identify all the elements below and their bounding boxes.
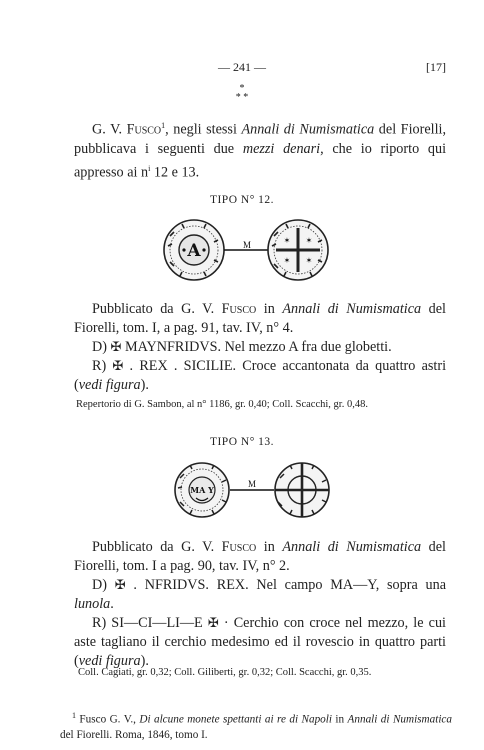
tipo-13-pub-2: in [256,539,283,555]
tipo-13-d-label: D) [92,577,115,593]
tipo-12-description [74,300,446,395]
intro-text-4: 12 e 13. [150,164,200,181]
tipo-13-pub-journal: Annali di Numismatica [282,539,422,555]
section-stars [0,84,484,102]
page-header [0,60,484,78]
tipo-12-pub-2: in [256,301,283,317]
tipo-13-pub-surname: Fusco [221,539,257,555]
coin-13-reverse-icon [275,463,329,517]
footnote [60,708,452,743]
coin-12-figure [160,218,332,282]
tipo-13-collections: Coll. Cagiati, gr. 0,32; Coll. Giliberti, gr. 0,32; Coll. Scacchi, gr. 0,35. [78,667,372,678]
footnote-text-2: in [331,713,348,726]
star-bottom: * * [235,92,249,103]
tipo-12-pub-1: Pubblicato da G. V. [92,301,222,317]
svg-text:A: A [187,241,201,261]
svg-text:MA Y: MA Y [190,485,214,495]
tipo-12-r-vedi: vedi figura [78,377,141,393]
star-top: * [239,83,245,94]
footnote-title: Di alcune monete spettanti ai re di Napoli [139,713,332,726]
intro-author-surname: Fusco [126,121,162,138]
coin-12-reverse-icon [268,220,328,280]
tipo-12-pub-surname: Fusco [221,301,257,317]
intro-text-3: , che io riporto qui appresso ai n [74,140,447,181]
svg-text:✶: ✶ [283,256,291,265]
tipo-13-obverse [74,576,446,614]
footnote-mark: 1 [72,711,76,720]
intro-mezzi: mezzi denari [242,140,321,157]
tipo-13-reverse [74,614,446,671]
svg-text:✶: ✶ [305,256,313,265]
tipo-13-r-vedi: vedi figura [78,653,141,669]
tipo-13-caption: TIPO N° 13. [209,436,275,448]
tipo-13-pub-1: Pubblicato da G. V. [92,539,222,555]
svg-text:✶: ✶ [283,236,291,245]
tipo-12-caption: TIPO N° 12. [209,194,275,206]
tipo-13-d-text: . NFRIDVS. REX. Nel campo MA—Y, sopra una [125,577,446,593]
intro-paragraph [74,116,446,182]
coin-13-link-label: M [247,479,257,489]
tipo-13-r-end: ). [140,653,149,669]
intro-author-initials: G. V. [92,121,127,138]
footnote-text-1: Fusco G. V., [76,713,140,726]
tipo-13-d-end: . [110,596,114,612]
tipo-12-d-label: D) [92,339,111,355]
tipo-12-obverse [74,338,446,357]
tipo-12-pub-journal: Annali di Numismatica [282,301,422,317]
intro-journal: Annali di Numismatica [241,121,375,138]
svg-text:✶: ✶ [305,236,313,245]
footnote-journal: Annali di Numismatica [347,713,452,726]
cross-icon: ✠ [112,359,124,374]
tipo-13-r-label: R) SI—CI—LI—E [92,615,208,631]
coin-12-link-label: M [242,240,252,250]
tipo-12-repertorio: Repertorio di G. Sambon, al n° 1186, gr. 0,40; Coll. Scacchi, gr. 0,48. [76,399,368,410]
tipo-12-pub-3: del Fiorelli, tom. I, a pag. 91, tav. IV, n° 4. [74,301,446,336]
coin-13-obverse-icon [175,463,229,517]
intro-text-1: , negli stessi [165,121,242,138]
tipo-13-r-text: · Cerchio con croce nel mezzo, le cui aste tagliano il cerchio medesimo ed il rovescio in quattro parti ( [74,615,446,669]
tipo-12-r-text: . REX . SICILIE. Croce accantonata da quattro astri ( [74,358,447,393]
page-number: — 241 — [218,60,266,74]
footnote-ref[interactable]: 1 [161,121,166,130]
tipo-12-r-label: R) [92,358,113,374]
sheet-number: [17] [426,60,446,74]
tipo-13-d-lunola: lunola [74,596,111,612]
tipo-13-description [74,538,446,671]
tipo-12-reverse [74,357,446,395]
footnote-text-3: del Fiorelli. Roma, 1846, tomo I. [60,728,208,741]
coin-12-obverse-icon [164,220,224,280]
intro-text-2: del Fiorelli, pubblicava i seguenti due [74,121,446,157]
tipo-13-pub-3: del Fiorelli, tom. I a pag. 90, tav. IV, n° 2. [74,539,446,574]
tipo-12-r-end: ). [140,377,149,393]
tipo-12-d-text: MAYNFRIDVS. Nel mezzo A fra due globetti. [121,339,392,355]
cross-icon: ✠ [110,340,122,355]
coin-13-figure [172,460,332,520]
cross-icon: ✠ [207,616,219,631]
cross-icon: ✠ [114,578,126,593]
intro-sup: i [148,163,151,173]
